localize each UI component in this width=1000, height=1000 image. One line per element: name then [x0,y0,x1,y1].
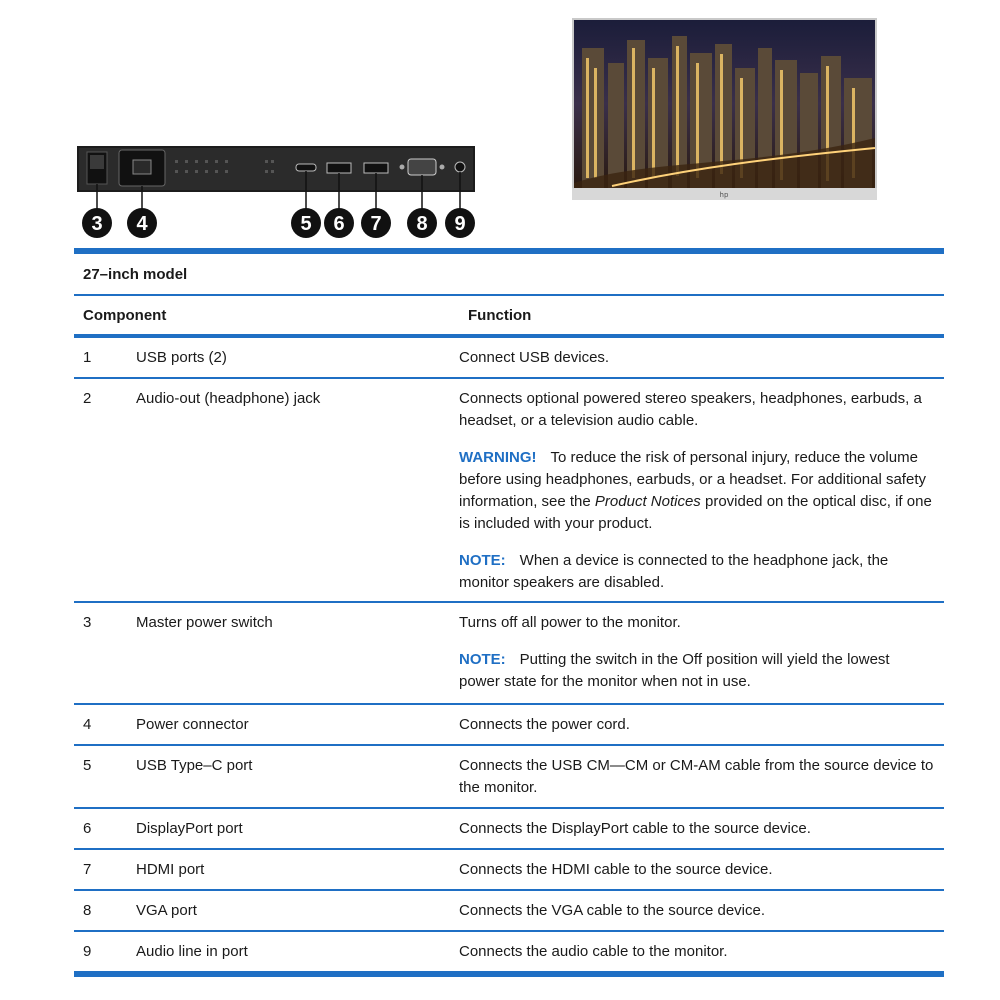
note-label: NOTE: [459,651,506,668]
component-name: HDMI port [136,861,205,878]
table-row [74,850,944,889]
component-table [74,248,944,977]
callout-number: 6 [333,213,345,235]
row-number: 1 [83,349,92,366]
component-function: Connects the HDMI cable to the source device. [459,861,773,878]
row-number: 9 [83,943,92,960]
component-function: Connects optional powered stereo speakers, headphones, earbuds, a headset, or a television audio cable. [459,390,922,429]
table-caption: 27–inch model [83,265,188,283]
component-function-block [459,388,944,601]
callout-number: 5 [300,213,312,235]
callout-number: 3 [91,213,103,235]
table-bottom-rule [74,971,944,977]
warning-label: WARNING! [459,449,537,466]
callout-number: 7 [370,213,382,235]
table-row [74,379,944,601]
row-number: 2 [83,390,92,407]
note-paragraph [459,550,934,594]
component-name: VGA port [136,902,197,919]
row-number: 3 [83,614,92,631]
svg-text:hp: hp [719,191,729,199]
row-number: 6 [83,820,92,837]
component-function: Connects the power cord. [459,716,630,733]
callout-number: 8 [416,213,428,235]
component-function: Connects the audio cable to the monitor. [459,943,728,960]
component-function: Connects the DisplayPort cable to the source device. [459,820,811,837]
note-text: Putting the switch in the Off position will yield the lowest power state for the monitor when not in use. [459,651,890,690]
note-paragraph [459,649,934,693]
monitor-back-panel-illustration [75,140,477,240]
component-name: USB ports (2) [136,349,227,366]
table-row [74,603,944,703]
table-row [74,338,944,377]
component-function-block [459,612,944,703]
component-function: Connects the VGA cable to the source device. [459,902,766,919]
row-number: 4 [83,716,92,733]
warning-paragraph [459,447,934,535]
callout-number: 4 [136,213,148,235]
product-notices-title: Product Notices [594,493,701,510]
note-label: NOTE: [459,552,506,569]
row-number: 7 [83,861,92,878]
component-name: Master power switch [136,614,273,631]
table-row [74,705,944,744]
table-row [74,746,944,807]
warning-text: To reduce the risk of personal injury, reduce the volume before using headphones, earbuds, or a headset. For additional safety information, see the [459,449,926,510]
header-component: Component [83,306,167,324]
callout-number: 9 [454,213,466,235]
component-function: Turns off all power to the monitor. [459,614,681,631]
note-text: When a device is connected to the headphone jack, the monitor speakers are disabled. [459,552,889,591]
monitor-front-photo [572,18,877,200]
row-number: 8 [83,902,92,919]
component-function: Connects the USB CM—CM or CM-AM cable from the source device to the monitor. [459,757,934,796]
table-row [74,891,944,930]
table-row [74,809,944,848]
warning-text-end: provided on the optical disc, if one is included with your product. [459,493,932,532]
component-function: Connect USB devices. [459,349,610,366]
row-number: 5 [83,757,92,774]
component-name: Audio line in port [136,943,248,960]
header-function: Function [468,306,532,324]
table-header-row [74,296,944,334]
table-row [74,932,944,971]
component-name: USB Type–C port [136,757,253,774]
component-name: Audio-out (headphone) jack [136,390,321,407]
component-name: Power connector [136,716,249,733]
component-name: DisplayPort port [136,820,243,837]
